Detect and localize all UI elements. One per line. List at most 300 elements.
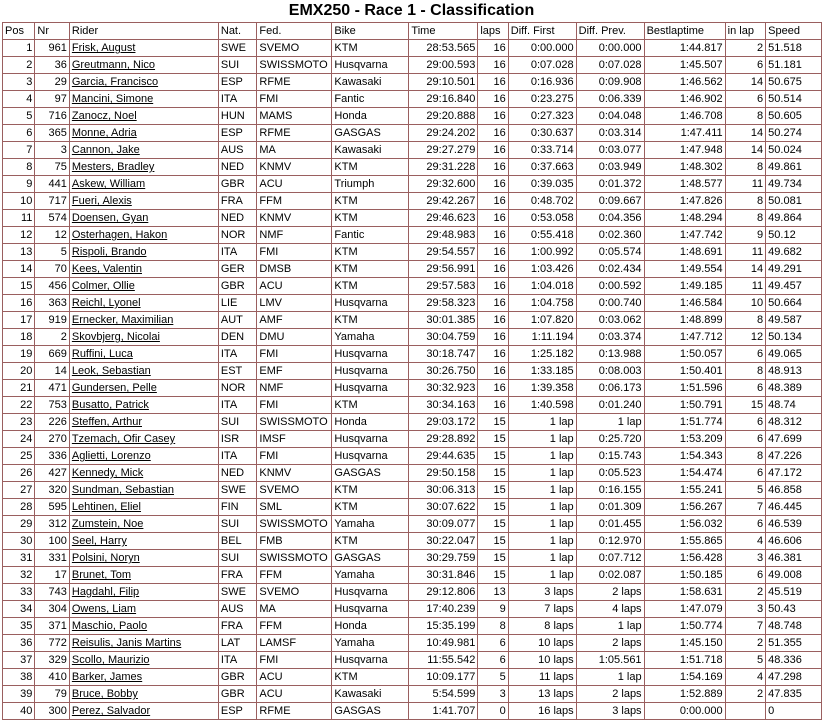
cell-laps: 5 — [478, 669, 508, 686]
cell-speed: 47.835 — [766, 686, 822, 703]
cell-laps: 0 — [478, 703, 508, 720]
cell-bike: KTM — [332, 261, 409, 278]
cell-nr: 300 — [35, 703, 69, 720]
cell-rider[interactable]: Osterhagen, Hakon — [69, 227, 218, 244]
cell-nat: SUI — [218, 57, 257, 74]
cell-rider[interactable]: Askew, William — [69, 176, 218, 193]
cell-laps: 15 — [478, 499, 508, 516]
cell-in-lap: 6 — [725, 431, 766, 448]
cell-fed: SWISSMOTO — [257, 57, 332, 74]
cell-pos: 1 — [3, 40, 35, 57]
cell-fed: FFM — [257, 193, 332, 210]
cell-bike: GASGAS — [332, 125, 409, 142]
cell-bike: KTM — [332, 210, 409, 227]
cell-diff-prev: 0:03.314 — [576, 125, 644, 142]
cell-pos: 22 — [3, 397, 35, 414]
cell-pos: 19 — [3, 346, 35, 363]
cell-laps: 15 — [478, 482, 508, 499]
cell-time: 29:10.501 — [409, 74, 478, 91]
cell-pos: 17 — [3, 312, 35, 329]
cell-fed: RFME — [257, 125, 332, 142]
cell-rider[interactable]: Seel, Harry — [69, 533, 218, 550]
cell-in-lap: 6 — [725, 516, 766, 533]
cell-diff-prev: 0:03.077 — [576, 142, 644, 159]
cell-speed: 48.913 — [766, 363, 822, 380]
cell-rider[interactable]: Sundman, Sebastian — [69, 482, 218, 499]
cell-time: 30:34.163 — [409, 397, 478, 414]
cell-rider[interactable]: Rispoli, Brando — [69, 244, 218, 261]
cell-diff-first: 0:39.035 — [508, 176, 576, 193]
cell-laps: 16 — [478, 159, 508, 176]
cell-bestlaptime: 1:49.554 — [644, 261, 725, 278]
cell-rider[interactable]: Lehtinen, Eliel — [69, 499, 218, 516]
cell-speed: 46.381 — [766, 550, 822, 567]
cell-nr: 270 — [35, 431, 69, 448]
cell-bike: Yamaha — [332, 567, 409, 584]
cell-rider[interactable]: Kennedy, Mick — [69, 465, 218, 482]
cell-diff-prev: 1 lap — [576, 414, 644, 431]
cell-nr: 410 — [35, 669, 69, 686]
cell-bestlaptime: 1:48.691 — [644, 244, 725, 261]
cell-nat: NOR — [218, 227, 257, 244]
cell-fed: FFM — [257, 618, 332, 635]
cell-rider[interactable]: Mesters, Bradley — [69, 159, 218, 176]
col-header-rider: Rider — [69, 23, 218, 40]
cell-time: 30:09.077 — [409, 516, 478, 533]
cell-nat: ITA — [218, 397, 257, 414]
cell-diff-first: 1 lap — [508, 431, 576, 448]
cell-diff-prev: 0:09.908 — [576, 74, 644, 91]
cell-rider[interactable]: Perez, Salvador — [69, 703, 218, 720]
col-header-laps: laps — [478, 23, 508, 40]
cell-rider[interactable]: Owens, Liam — [69, 601, 218, 618]
cell-bike: KTM — [332, 312, 409, 329]
cell-bike: GASGAS — [332, 703, 409, 720]
cell-diff-first: 3 laps — [508, 584, 576, 601]
cell-nr: 320 — [35, 482, 69, 499]
cell-speed: 50.134 — [766, 329, 822, 346]
cell-speed: 50.675 — [766, 74, 822, 91]
cell-pos: 30 — [3, 533, 35, 550]
cell-nr: 961 — [35, 40, 69, 57]
cell-nr: 14 — [35, 363, 69, 380]
cell-pos: 10 — [3, 193, 35, 210]
cell-in-lap: 2 — [725, 584, 766, 601]
cell-diff-prev: 1 lap — [576, 618, 644, 635]
cell-laps: 15 — [478, 516, 508, 533]
cell-pos: 7 — [3, 142, 35, 159]
cell-nat: ITA — [218, 652, 257, 669]
cell-diff-prev: 0:03.374 — [576, 329, 644, 346]
cell-speed: 49.008 — [766, 567, 822, 584]
cell-speed: 50.024 — [766, 142, 822, 159]
table-row — [3, 91, 822, 108]
cell-speed: 50.081 — [766, 193, 822, 210]
cell-bestlaptime: 1:51.596 — [644, 380, 725, 397]
cell-in-lap: 8 — [725, 448, 766, 465]
cell-rider[interactable]: Hagdahl, Filip — [69, 584, 218, 601]
cell-laps: 16 — [478, 210, 508, 227]
cell-laps: 16 — [478, 91, 508, 108]
cell-nat: ITA — [218, 448, 257, 465]
cell-laps: 15 — [478, 414, 508, 431]
cell-fed: KNMV — [257, 210, 332, 227]
cell-diff-prev: 2 laps — [576, 635, 644, 652]
cell-diff-first: 0:23.275 — [508, 91, 576, 108]
cell-time: 29:12.806 — [409, 584, 478, 601]
cell-pos: 13 — [3, 244, 35, 261]
cell-bike: KTM — [332, 499, 409, 516]
table-row — [3, 686, 822, 703]
cell-nr: 753 — [35, 397, 69, 414]
cell-pos: 35 — [3, 618, 35, 635]
cell-nat: ITA — [218, 244, 257, 261]
cell-in-lap: 6 — [725, 91, 766, 108]
cell-nat: NED — [218, 210, 257, 227]
cell-diff-prev: 0:05.523 — [576, 465, 644, 482]
cell-bestlaptime: 1:45.150 — [644, 635, 725, 652]
cell-speed: 51.355 — [766, 635, 822, 652]
cell-rider[interactable]: Barker, James — [69, 669, 218, 686]
cell-nr: 75 — [35, 159, 69, 176]
cell-bestlaptime: 1:47.712 — [644, 329, 725, 346]
cell-rider[interactable]: Gundersen, Pelle — [69, 380, 218, 397]
cell-rider[interactable]: Scollo, Maurizio — [69, 652, 218, 669]
cell-pos: 37 — [3, 652, 35, 669]
table-row — [3, 278, 822, 295]
cell-rider[interactable]: Polsini, Noryn — [69, 550, 218, 567]
cell-in-lap: 14 — [725, 125, 766, 142]
cell-in-lap: 11 — [725, 278, 766, 295]
cell-nat: GER — [218, 261, 257, 278]
cell-rider[interactable]: Zumstein, Noe — [69, 516, 218, 533]
table-row — [3, 210, 822, 227]
cell-diff-first: 13 laps — [508, 686, 576, 703]
cell-diff-first: 1 lap — [508, 533, 576, 550]
cell-pos: 34 — [3, 601, 35, 618]
cell-diff-first: 0:00.000 — [508, 40, 576, 57]
cell-fed: FFM — [257, 567, 332, 584]
cell-diff-prev: 0:04.048 — [576, 108, 644, 125]
cell-nat: FIN — [218, 499, 257, 516]
cell-diff-first: 8 laps — [508, 618, 576, 635]
cell-rider[interactable]: Fueri, Alexis — [69, 193, 218, 210]
cell-fed: FMB — [257, 533, 332, 550]
cell-pos: 18 — [3, 329, 35, 346]
cell-speed: 0 — [766, 703, 822, 720]
cell-laps: 9 — [478, 601, 508, 618]
cell-laps: 15 — [478, 431, 508, 448]
table-row — [3, 703, 822, 720]
cell-pos: 16 — [3, 295, 35, 312]
cell-fed: ACU — [257, 686, 332, 703]
cell-speed: 48.312 — [766, 414, 822, 431]
cell-diff-first: 1:40.598 — [508, 397, 576, 414]
table-row — [3, 312, 822, 329]
cell-speed: 47.699 — [766, 431, 822, 448]
cell-bike: KTM — [332, 533, 409, 550]
table-row — [3, 533, 822, 550]
cell-nr: 669 — [35, 346, 69, 363]
cell-diff-first: 1 lap — [508, 482, 576, 499]
cell-speed: 47.298 — [766, 669, 822, 686]
cell-laps: 16 — [478, 397, 508, 414]
cell-rider[interactable]: Aglietti, Lorenzo — [69, 448, 218, 465]
cell-rider[interactable]: Bruce, Bobby — [69, 686, 218, 703]
cell-nr: 2 — [35, 329, 69, 346]
cell-rider[interactable]: Frisk, August — [69, 40, 218, 57]
cell-bike: KTM — [332, 193, 409, 210]
cell-fed: SVEMO — [257, 584, 332, 601]
cell-diff-prev: 0:02.087 — [576, 567, 644, 584]
cell-bestlaptime: 1:47.948 — [644, 142, 725, 159]
cell-pos: 21 — [3, 380, 35, 397]
cell-bestlaptime: 1:47.411 — [644, 125, 725, 142]
table-row — [3, 431, 822, 448]
cell-bike: Husqvarna — [332, 652, 409, 669]
cell-rider[interactable]: Greutmann, Nico — [69, 57, 218, 74]
cell-bike: Honda — [332, 618, 409, 635]
cell-rider[interactable]: Mancini, Simone — [69, 91, 218, 108]
cell-time: 29:24.202 — [409, 125, 478, 142]
cell-nat: AUS — [218, 601, 257, 618]
cell-laps: 16 — [478, 57, 508, 74]
cell-speed: 48.389 — [766, 380, 822, 397]
cell-bike: Triumph — [332, 176, 409, 193]
cell-diff-prev: 0:07.028 — [576, 57, 644, 74]
cell-rider[interactable]: Kees, Valentin — [69, 261, 218, 278]
cell-nat: BEL — [218, 533, 257, 550]
cell-time: 29:50.158 — [409, 465, 478, 482]
table-row — [3, 57, 822, 74]
cell-fed: AMF — [257, 312, 332, 329]
cell-bestlaptime: 1:46.902 — [644, 91, 725, 108]
cell-bestlaptime: 1:50.185 — [644, 567, 725, 584]
table-row — [3, 261, 822, 278]
cell-rider[interactable]: Busatto, Patrick — [69, 397, 218, 414]
cell-nr: 17 — [35, 567, 69, 584]
cell-diff-first: 1:04.758 — [508, 295, 576, 312]
cell-bestlaptime: 1:47.826 — [644, 193, 725, 210]
cell-speed: 45.519 — [766, 584, 822, 601]
cell-bestlaptime: 1:56.032 — [644, 516, 725, 533]
cell-rider[interactable]: Reichl, Lyonel — [69, 295, 218, 312]
cell-rider[interactable]: Maschio, Paolo — [69, 618, 218, 635]
cell-in-lap: 8 — [725, 159, 766, 176]
cell-time: 29:31.228 — [409, 159, 478, 176]
cell-pos: 26 — [3, 465, 35, 482]
cell-nat: SUI — [218, 550, 257, 567]
table-row — [3, 482, 822, 499]
cell-bike: KTM — [332, 278, 409, 295]
cell-pos: 29 — [3, 516, 35, 533]
cell-diff-first: 0:27.323 — [508, 108, 576, 125]
cell-bestlaptime: 1:50.057 — [644, 346, 725, 363]
cell-fed: IMSF — [257, 431, 332, 448]
cell-rider[interactable]: Ruffini, Luca — [69, 346, 218, 363]
cell-nat: SWE — [218, 40, 257, 57]
cell-nr: 427 — [35, 465, 69, 482]
cell-rider[interactable]: Brunet, Tom — [69, 567, 218, 584]
cell-fed: NMF — [257, 227, 332, 244]
cell-time: 29:00.593 — [409, 57, 478, 74]
cell-bestlaptime: 1:54.169 — [644, 669, 725, 686]
cell-speed: 47.226 — [766, 448, 822, 465]
cell-fed: FMI — [257, 244, 332, 261]
cell-rider[interactable]: Skovbjerg, Nicolai — [69, 329, 218, 346]
cell-bike: Kawasaki — [332, 142, 409, 159]
table-row — [3, 601, 822, 618]
cell-nat: GBR — [218, 669, 257, 686]
cell-nat: ESP — [218, 125, 257, 142]
cell-diff-first: 0:37.663 — [508, 159, 576, 176]
cell-in-lap: 14 — [725, 261, 766, 278]
cell-diff-first: 1 lap — [508, 499, 576, 516]
table-row — [3, 159, 822, 176]
cell-diff-prev: 0:12.970 — [576, 533, 644, 550]
cell-rider[interactable]: Garcia, Francisco — [69, 74, 218, 91]
cell-nr: 70 — [35, 261, 69, 278]
cell-diff-first: 1:03.426 — [508, 261, 576, 278]
cell-diff-first: 1:04.018 — [508, 278, 576, 295]
cell-bike: KTM — [332, 40, 409, 57]
cell-nat: NOR — [218, 380, 257, 397]
cell-diff-first: 0:16.936 — [508, 74, 576, 91]
cell-nr: 363 — [35, 295, 69, 312]
cell-time: 30:29.759 — [409, 550, 478, 567]
cell-in-lap: 11 — [725, 244, 766, 261]
table-row — [3, 40, 822, 57]
cell-fed: MA — [257, 601, 332, 618]
cell-nat: LIE — [218, 295, 257, 312]
cell-bestlaptime: 1:56.428 — [644, 550, 725, 567]
cell-rider[interactable]: Steffen, Arthur — [69, 414, 218, 431]
table-row — [3, 618, 822, 635]
cell-rider[interactable]: Doensen, Gyan — [69, 210, 218, 227]
cell-diff-first: 0:07.028 — [508, 57, 576, 74]
cell-pos: 23 — [3, 414, 35, 431]
cell-nr: 312 — [35, 516, 69, 533]
cell-diff-prev: 0:01.455 — [576, 516, 644, 533]
cell-diff-prev: 0:09.667 — [576, 193, 644, 210]
cell-laps: 8 — [478, 618, 508, 635]
cell-in-lap: 4 — [725, 669, 766, 686]
table-row — [3, 397, 822, 414]
cell-diff-prev: 0:06.173 — [576, 380, 644, 397]
cell-rider[interactable]: Tzemach, Ofir Casey — [69, 431, 218, 448]
cell-speed: 49.864 — [766, 210, 822, 227]
cell-pos: 6 — [3, 125, 35, 142]
cell-pos: 11 — [3, 210, 35, 227]
cell-diff-first: 0:48.702 — [508, 193, 576, 210]
cell-diff-prev: 0:00.740 — [576, 295, 644, 312]
cell-diff-prev: 0:03.949 — [576, 159, 644, 176]
cell-bestlaptime: 1:44.817 — [644, 40, 725, 57]
cell-laps: 16 — [478, 346, 508, 363]
cell-fed: SML — [257, 499, 332, 516]
cell-in-lap: 8 — [725, 193, 766, 210]
cell-diff-first: 1 lap — [508, 567, 576, 584]
col-header-pos: Pos — [3, 23, 35, 40]
cell-fed: FMI — [257, 346, 332, 363]
cell-bike: Yamaha — [332, 635, 409, 652]
cell-fed: FMI — [257, 397, 332, 414]
cell-rider[interactable]: Zanocz, Noel — [69, 108, 218, 125]
cell-fed: ACU — [257, 278, 332, 295]
cell-diff-first: 1:25.182 — [508, 346, 576, 363]
cell-nr: 595 — [35, 499, 69, 516]
table-row — [3, 346, 822, 363]
cell-rider[interactable]: Leok, Sebastian — [69, 363, 218, 380]
cell-time: 29:28.892 — [409, 431, 478, 448]
cell-time: 29:57.583 — [409, 278, 478, 295]
cell-nr: 3 — [35, 142, 69, 159]
cell-nat: FRA — [218, 193, 257, 210]
cell-rider[interactable]: Colmer, Ollie — [69, 278, 218, 295]
cell-speed: 49.587 — [766, 312, 822, 329]
cell-bestlaptime: 1:46.562 — [644, 74, 725, 91]
cell-bike: Husqvarna — [332, 363, 409, 380]
cell-nr: 441 — [35, 176, 69, 193]
cell-nat: FRA — [218, 567, 257, 584]
cell-diff-first: 1:00.992 — [508, 244, 576, 261]
cell-bestlaptime: 1:50.401 — [644, 363, 725, 380]
cell-nat: SWE — [218, 482, 257, 499]
cell-laps: 16 — [478, 380, 508, 397]
cell-speed: 46.606 — [766, 533, 822, 550]
cell-diff-prev: 0:01.372 — [576, 176, 644, 193]
cell-diff-first: 11 laps — [508, 669, 576, 686]
cell-diff-first: 0:30.637 — [508, 125, 576, 142]
cell-nat: ISR — [218, 431, 257, 448]
cell-bike: KTM — [332, 397, 409, 414]
cell-bike: Husqvarna — [332, 601, 409, 618]
cell-time: 10:49.981 — [409, 635, 478, 652]
cell-bestlaptime: 1:56.267 — [644, 499, 725, 516]
cell-nat: DEN — [218, 329, 257, 346]
cell-fed: SWISSMOTO — [257, 516, 332, 533]
cell-rider[interactable]: Cannon, Jake — [69, 142, 218, 159]
cell-rider[interactable]: Ernecker, Maximilian — [69, 312, 218, 329]
cell-rider[interactable]: Monne, Adria — [69, 125, 218, 142]
cell-diff-prev: 0:25.720 — [576, 431, 644, 448]
cell-speed: 47.172 — [766, 465, 822, 482]
table-row — [3, 74, 822, 91]
cell-speed: 49.861 — [766, 159, 822, 176]
cell-fed: FMI — [257, 448, 332, 465]
cell-time: 11:55.542 — [409, 652, 478, 669]
cell-diff-prev: 0:05.574 — [576, 244, 644, 261]
cell-rider[interactable]: Reisulis, Janis Martins — [69, 635, 218, 652]
table-row — [3, 635, 822, 652]
cell-bestlaptime: 1:49.185 — [644, 278, 725, 295]
cell-diff-first: 1:39.358 — [508, 380, 576, 397]
cell-in-lap: 8 — [725, 363, 766, 380]
cell-time: 17:40.239 — [409, 601, 478, 618]
cell-laps: 15 — [478, 533, 508, 550]
cell-diff-first: 1 lap — [508, 414, 576, 431]
col-header-speed: Speed — [766, 23, 822, 40]
cell-diff-first: 1 lap — [508, 516, 576, 533]
cell-in-lap: 10 — [725, 295, 766, 312]
cell-nr: 371 — [35, 618, 69, 635]
cell-bike: Yamaha — [332, 329, 409, 346]
cell-bike: Fantic — [332, 91, 409, 108]
cell-diff-prev: 3 laps — [576, 703, 644, 720]
cell-laps: 15 — [478, 448, 508, 465]
table-row — [3, 244, 822, 261]
cell-in-lap: 2 — [725, 635, 766, 652]
